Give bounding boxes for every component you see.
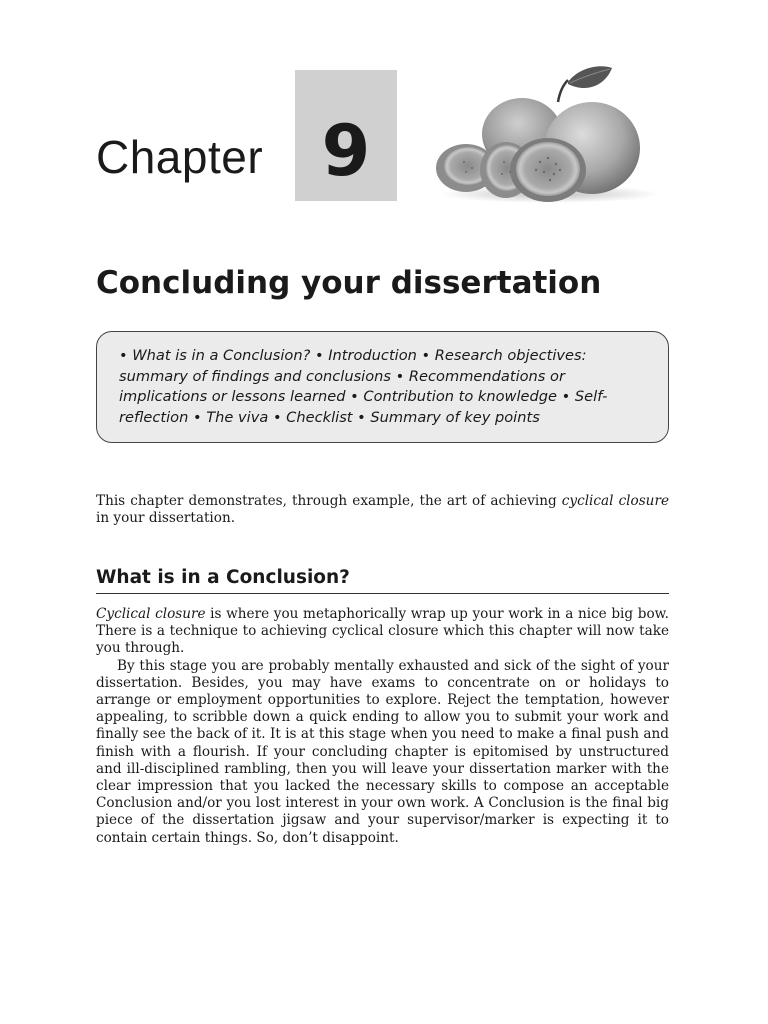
chapter-number: 9 <box>321 110 371 192</box>
intro-emphasis: cyclical closure <box>561 493 669 509</box>
section-paragraph-2: By this stage you are probably mentally exhausted and sick of the sight of your dissertation. Besides, you may have exams to concentrate on or holidays to arrange or employment opportunities to explore. Reject the temptation, however appealing, to scribble down a quick ending to allow you to submit your work and finally see the back of it. It is at this stage when you need to make a final push and finish with a flourish. If your concluding chapter is epitomised by unstructured and ill-disciplined rambling, then you will leave your dissertation marker with the clear impression that you lacked the necessary skills to compose an acceptable Conclusion and/or you lost interest in your own work. A Conclusion is the final big piece of the dissertation jigsaw and your supervisor/marker is expecting it to contain certain things. So, don’t disappoint. <box>96 657 669 846</box>
section-heading: What is in a Conclusion? <box>96 567 669 594</box>
chapter-label: Chapter <box>96 131 264 183</box>
intro-paragraph <box>96 493 669 527</box>
topics-box <box>96 331 669 443</box>
chapter-number-box <box>295 70 397 201</box>
paragraph-1-text: is where you metaphorically wrap up your work in a nice big bow. There is a technique to achieving cyclical closure which this chapter will now take you through. <box>96 606 669 657</box>
intro-text-end: in your dissertation. <box>96 510 236 527</box>
topics-list: • What is in a Conclusion? • Introduction • Research objectives: summary of findings and conclusions • Recommendations or implications or lessons learned • Contribution to knowledge • Self-reflection • The viva • Checklist • Summary of key points <box>119 347 608 427</box>
intro-text-start: This chapter demonstrates, through example, the art of achieving <box>96 493 562 509</box>
guava-fruit-image <box>430 62 660 204</box>
paragraph-1-emphasis: Cyclical closure <box>96 606 206 622</box>
section-body <box>96 606 669 847</box>
chapter-title: Concluding your dissertation <box>96 265 602 301</box>
section-paragraph-1 <box>96 606 669 658</box>
